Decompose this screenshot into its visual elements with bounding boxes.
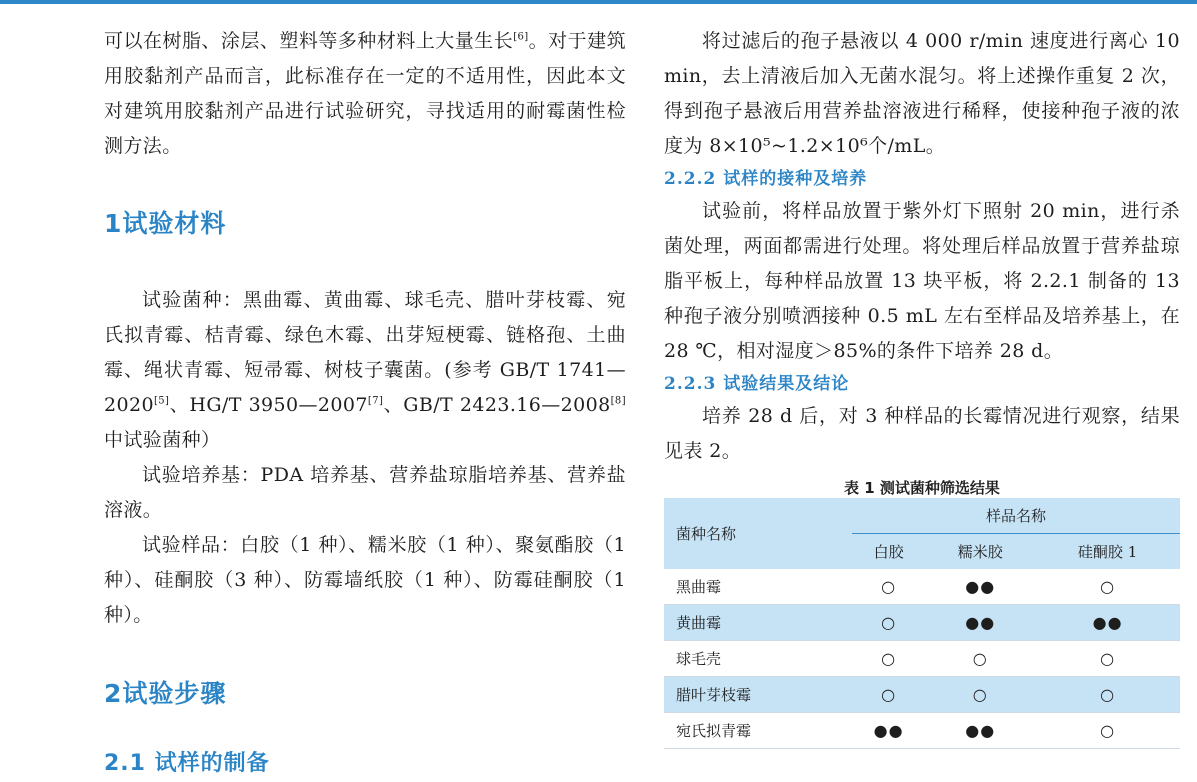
strain-name: 宛氏拟青霉 xyxy=(664,713,852,749)
strain-screening-table xyxy=(664,498,1180,749)
result-cell: ●● xyxy=(852,713,925,749)
subsection-heading-results: 2.2.3 试验结果及结论 xyxy=(664,374,850,394)
centrifuge-paragraph: 将过滤后的孢子悬液以 4 000 r/min 速度进行离心 10 min，去上清液后加入无菌水混匀。将上述操作重复 2 次，得到孢子悬液后用营养盐溶液进行稀释，使接种孢子液的浓度为 8×10⁵~1.2×10⁶个/mL。 xyxy=(664,30,1180,157)
table-caption: 表 1 测试菌种筛选结果 xyxy=(844,479,1000,497)
inoculation-paragraph: 试验前，将样品放置于紫外灯下照射 20 min，进行杀菌处理，两面都需进行处理。将处理后样品放置于营养盐琼脂平板上，每种样品放置 13 块平板，将 2.2.1 制备的 13 种孢子液分别喷洒接种 0.5 mL 左右至样品及培养基上，在 28 ℃，相对湿度＞85%的条件下培养 28 d。 xyxy=(664,200,1180,362)
strain-name: 腊叶芽枝霉 xyxy=(664,677,852,713)
table-row xyxy=(664,677,1180,713)
samples-paragraph: 试验样品：白胶（1 种）、糯米胶（1 种）、聚氨酯胶（1 种）、硅酮胶（3 种）、防霉墙纸胶（1 种）、防霉硅酮胶（1 种）。 xyxy=(104,534,626,626)
result-cell: ○ xyxy=(1035,641,1180,677)
strains-paragraph: 试验菌种：黑曲霉、黄曲霉、球毛壳、腊叶芽枝霉、宛氏拟青霉、桔青霉、绿色木霉、出芽短梗霉、链格孢、土曲霉、绳状青霉、短帚霉、树枝子囊菌。(参考 GB/T 1741—2020[5]、HG/T 3950—2007[7]、GB/T 2423.16—2008[8]中试验菌种） xyxy=(104,289,626,451)
intro-paragraph: 可以在树脂、涂层、塑料等多种材料上大量生长[6]。对于建筑用胶黏剂产品而言，此标准存在一定的不适用性，因此本文对建筑用胶黏剂产品进行试验研究，寻找适用的耐霉菌性检测方法。 xyxy=(104,30,626,157)
result-cell: ○ xyxy=(852,677,925,713)
strain-name: 球毛壳 xyxy=(664,641,852,677)
strain-name: 黑曲霉 xyxy=(664,569,852,605)
media-paragraph: 试验培养基：PDA 培养基、营养盐琼脂培养基、营养盐溶液。 xyxy=(104,464,626,521)
result-cell: ○ xyxy=(852,641,925,677)
table-row xyxy=(664,569,1180,605)
result-cell: ○ xyxy=(925,677,1035,713)
result-cell: ○ xyxy=(1035,713,1180,749)
result-cell: ●● xyxy=(925,713,1035,749)
result-cell: ●● xyxy=(925,569,1035,605)
results-paragraph: 培养 28 d 后，对 3 种样品的长霉情况进行观察，结果见表 2。 xyxy=(664,405,1180,462)
table-row xyxy=(664,641,1180,677)
left-column xyxy=(104,24,626,777)
result-cell: ○ xyxy=(1035,677,1180,713)
header-strain-name: 菌种名称 xyxy=(664,498,852,569)
table-row xyxy=(664,713,1180,749)
header-sample-2: 糯米胶 xyxy=(925,534,1035,570)
result-cell: ●● xyxy=(1035,605,1180,641)
result-cell: ○ xyxy=(852,569,925,605)
result-cell: ○ xyxy=(1035,569,1180,605)
top-rule xyxy=(0,0,1197,4)
result-cell: ○ xyxy=(852,605,925,641)
subsection-heading-prep: 2.1 试样的制备 xyxy=(104,751,270,776)
header-sample-3: 硅酮胶 1 xyxy=(1035,534,1180,570)
right-column xyxy=(664,24,1180,749)
header-sample-1: 白胶 xyxy=(852,534,925,570)
header-sample-name: 样品名称 xyxy=(852,498,1180,534)
section-heading-materials: 1试验材料 xyxy=(104,209,227,238)
table-row xyxy=(664,605,1180,641)
strain-name: 黄曲霉 xyxy=(664,605,852,641)
result-cell: ○ xyxy=(925,641,1035,677)
result-cell: ●● xyxy=(925,605,1035,641)
section-heading-steps: 2试验步骤 xyxy=(104,679,227,708)
subsection-heading-inoculation: 2.2.2 试样的接种及培养 xyxy=(664,169,868,189)
